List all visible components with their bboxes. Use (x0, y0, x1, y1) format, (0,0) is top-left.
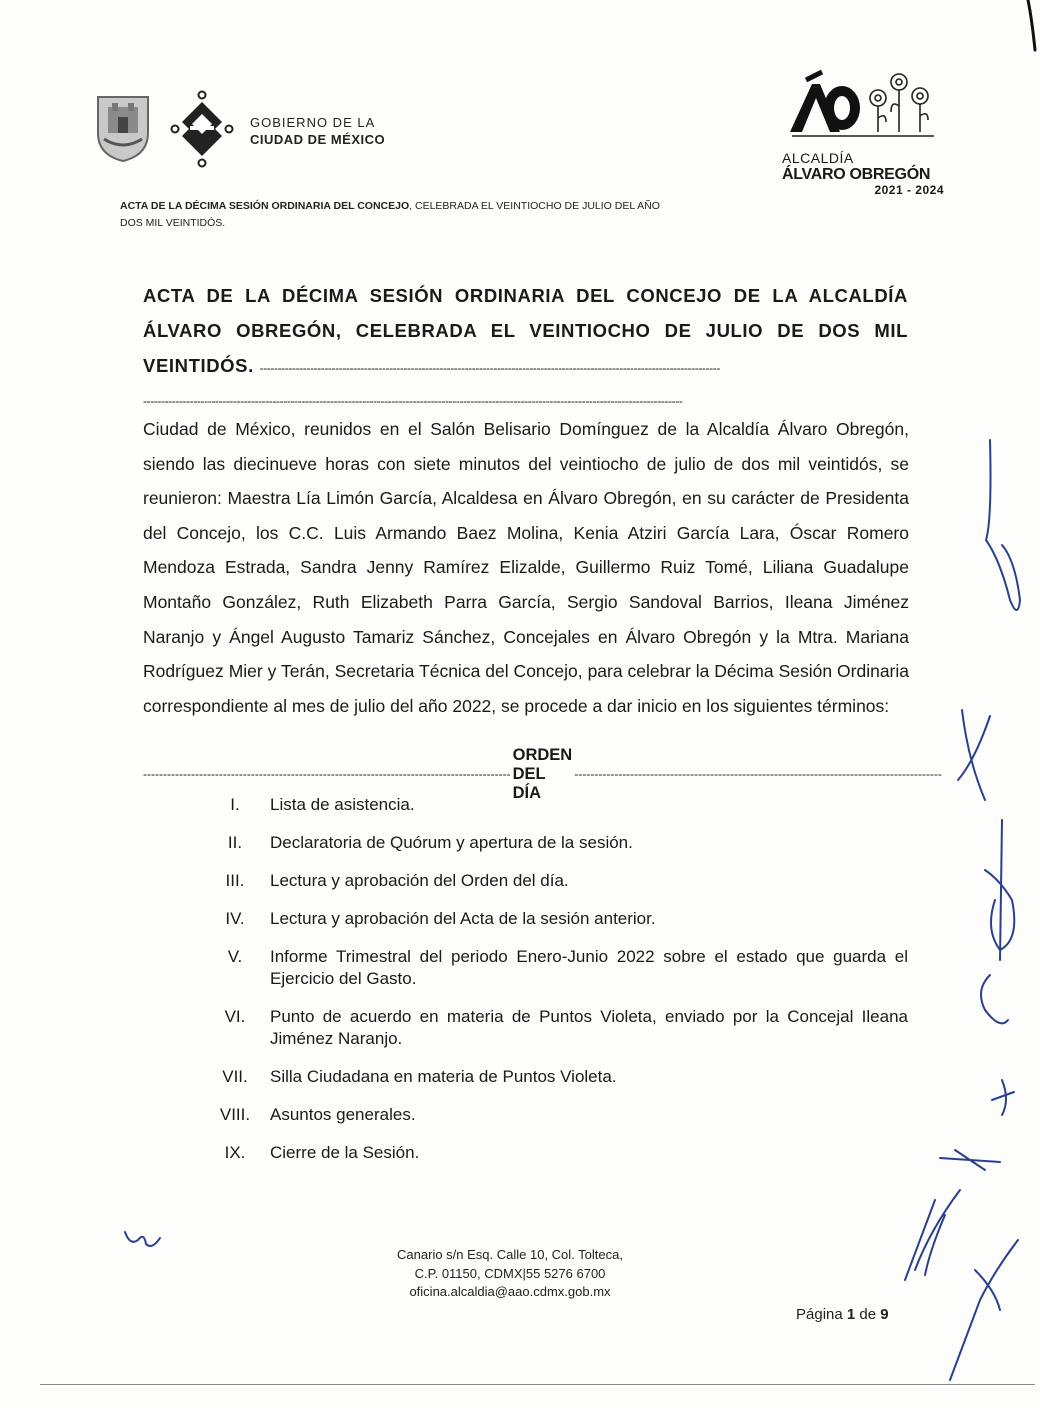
initials-mark (125, 1232, 160, 1246)
footer-address-line-1: Canario s/n Esq. Calle 10, Col. Tolteca, (397, 1247, 623, 1262)
bottom-rule (40, 1384, 1035, 1385)
agenda-item (200, 794, 908, 816)
gov-cdmx-text (250, 114, 385, 148)
agenda-item (200, 946, 908, 990)
signature-mark (992, 1080, 1014, 1115)
orden-dashes-left: -------------------------------------------------------------------------------------------- (143, 767, 511, 781)
corner-mark (1028, 0, 1035, 50)
agenda-item-text: Punto de acuerdo en materia de Puntos Violeta, enviado por la Concejal Ileana Jiménez Naranjo. (270, 1007, 908, 1048)
agenda-item-number: I. (230, 795, 240, 814)
page-number: Página 1 de 9 (796, 1306, 889, 1323)
orden-dashes-right: -------------------------------------------------------------------------------------------- (574, 767, 942, 781)
signature-mark (985, 820, 1014, 960)
title-dashes: -------------------------------------------------------------------------------------------------------------------------------- (259, 361, 720, 375)
agenda-item (200, 1066, 908, 1088)
signature-mark (986, 440, 1020, 610)
footer-email: oficina.alcaldia@aao.cdmx.gob.mx (409, 1284, 611, 1299)
signature-mark (940, 1150, 1000, 1170)
document-title (143, 278, 908, 416)
agenda-list (200, 790, 908, 1164)
agenda-item (200, 832, 908, 854)
orden-del-dia-heading (143, 745, 942, 802)
agenda-item-text: Lectura y aprobación del Orden del día. (270, 871, 569, 890)
cdmx-shield-logo (94, 93, 152, 163)
alcaldia-ao-text (782, 150, 944, 197)
signature-mark (950, 1240, 1018, 1380)
alcaldia-label: ALCALDÍA (782, 150, 854, 166)
alcaldia-name: ÁLVARO OBREGÓN (782, 166, 931, 183)
title-text: ACTA DE LA DÉCIMA SESIÓN ORDINARIA DEL CONCEJO DE LA ALCALDÍA ÁLVARO OBREGÓN, CELEBRADA EL VEINTIOCHO DE JULIO DE DOS MIL VEINTIDÓS. (143, 285, 908, 376)
gov-line-2: CIUDAD DE MÉXICO (250, 132, 386, 147)
cdmx-emblem-logo (170, 90, 234, 168)
agenda-item-text: Declaratoria de Quórum y apertura de la sesión. (270, 833, 633, 852)
agenda-item-number: IX. (224, 1143, 246, 1162)
footer-address (360, 1246, 660, 1302)
body-paragraph: Ciudad de México, reunidos en el Salón Belisario Domínguez de la Alcaldía Álvaro Obregón, siendo las diecinueve horas con siete minutos del veintiocho de julio de dos mil veintidós, se reunieron: Maestra Lía Limón García, Alcaldesa en Álvaro Obregón, en su carácter de Presidenta del Concejo, los C.C. Luis Armando Baez Molina, Kenia Atziri García Lara, Óscar Romero Mendoza Estrada, Sandra Jenny Ramírez Elizalde, Guillermo Ruiz Tomé, Liliana Guadalupe Montaño González, Ruth Elizabeth Parra García, Sergio Sandoval Barrios, Ileana Jiménez Naranjo y Ángel Augusto Tamariz Sánchez, Concejales en Álvaro Obregón y la Mtra. Mariana Rodríguez Mier y Terán, Secretaria Técnica del Concejo, para celebrar la Décima Sesión Ordinaria correspondiente al mes de julio del año 2022, se procede a dar inicio en los siguientes términos: (143, 419, 909, 716)
agenda-item-text: Asuntos generales. (270, 1105, 416, 1124)
agenda-item (200, 908, 908, 930)
agenda-item-number: VIII. (219, 1105, 251, 1124)
gov-line-1: GOBIERNO DE LA (250, 115, 376, 130)
agenda-item-text: Silla Ciudadana en materia de Puntos Violeta. (270, 1067, 617, 1086)
agenda-item-text: Lista de asistencia. (270, 795, 415, 814)
signature-mark (905, 1190, 960, 1280)
agenda-item-number: VI. (224, 1007, 246, 1026)
agenda-item-number: II. (227, 833, 243, 852)
agenda-item (200, 1006, 908, 1050)
agenda-item-number: VII. (222, 1067, 248, 1086)
alcaldia-years: 2021 - 2024 (874, 183, 944, 197)
agenda-item (200, 1142, 908, 1164)
alcaldia-ao-logo (782, 70, 942, 162)
signature-mark (981, 975, 1008, 1023)
agenda-item-text: Lectura y aprobación del Acta de la sesión anterior. (270, 909, 656, 928)
agenda-item (200, 870, 908, 892)
agenda-item (200, 1104, 908, 1126)
agenda-item-text: Cierre de la Sesión. (270, 1143, 420, 1162)
agenda-item-number: III. (225, 871, 245, 890)
signature-mark (958, 710, 990, 800)
footer-address-line-2: C.P. 01150, CDMX|55 5276 6700 (414, 1265, 606, 1281)
header-caption: ACTA DE LA DÉCIMA SESIÓN ORDINARIA DEL CONCEJO, CELEBRADA EL VEINTIOCHO DE JULIO DEL AÑO DOS MIL VEINTIDÓS. (120, 200, 660, 229)
agenda-item-text: Informe Trimestral del periodo Enero-Junio 2022 sobre el estado que guarda el Ejercicio del Gasto. (270, 947, 908, 988)
agenda-item-number: IV. (225, 909, 245, 928)
agenda-item-number: V. (227, 947, 243, 966)
title-dashes-2: ------------------------------------------------------------------------------------------------------------------------------------------------------ (143, 394, 683, 408)
orden-label: ORDEN DEL DÍA (512, 745, 573, 802)
